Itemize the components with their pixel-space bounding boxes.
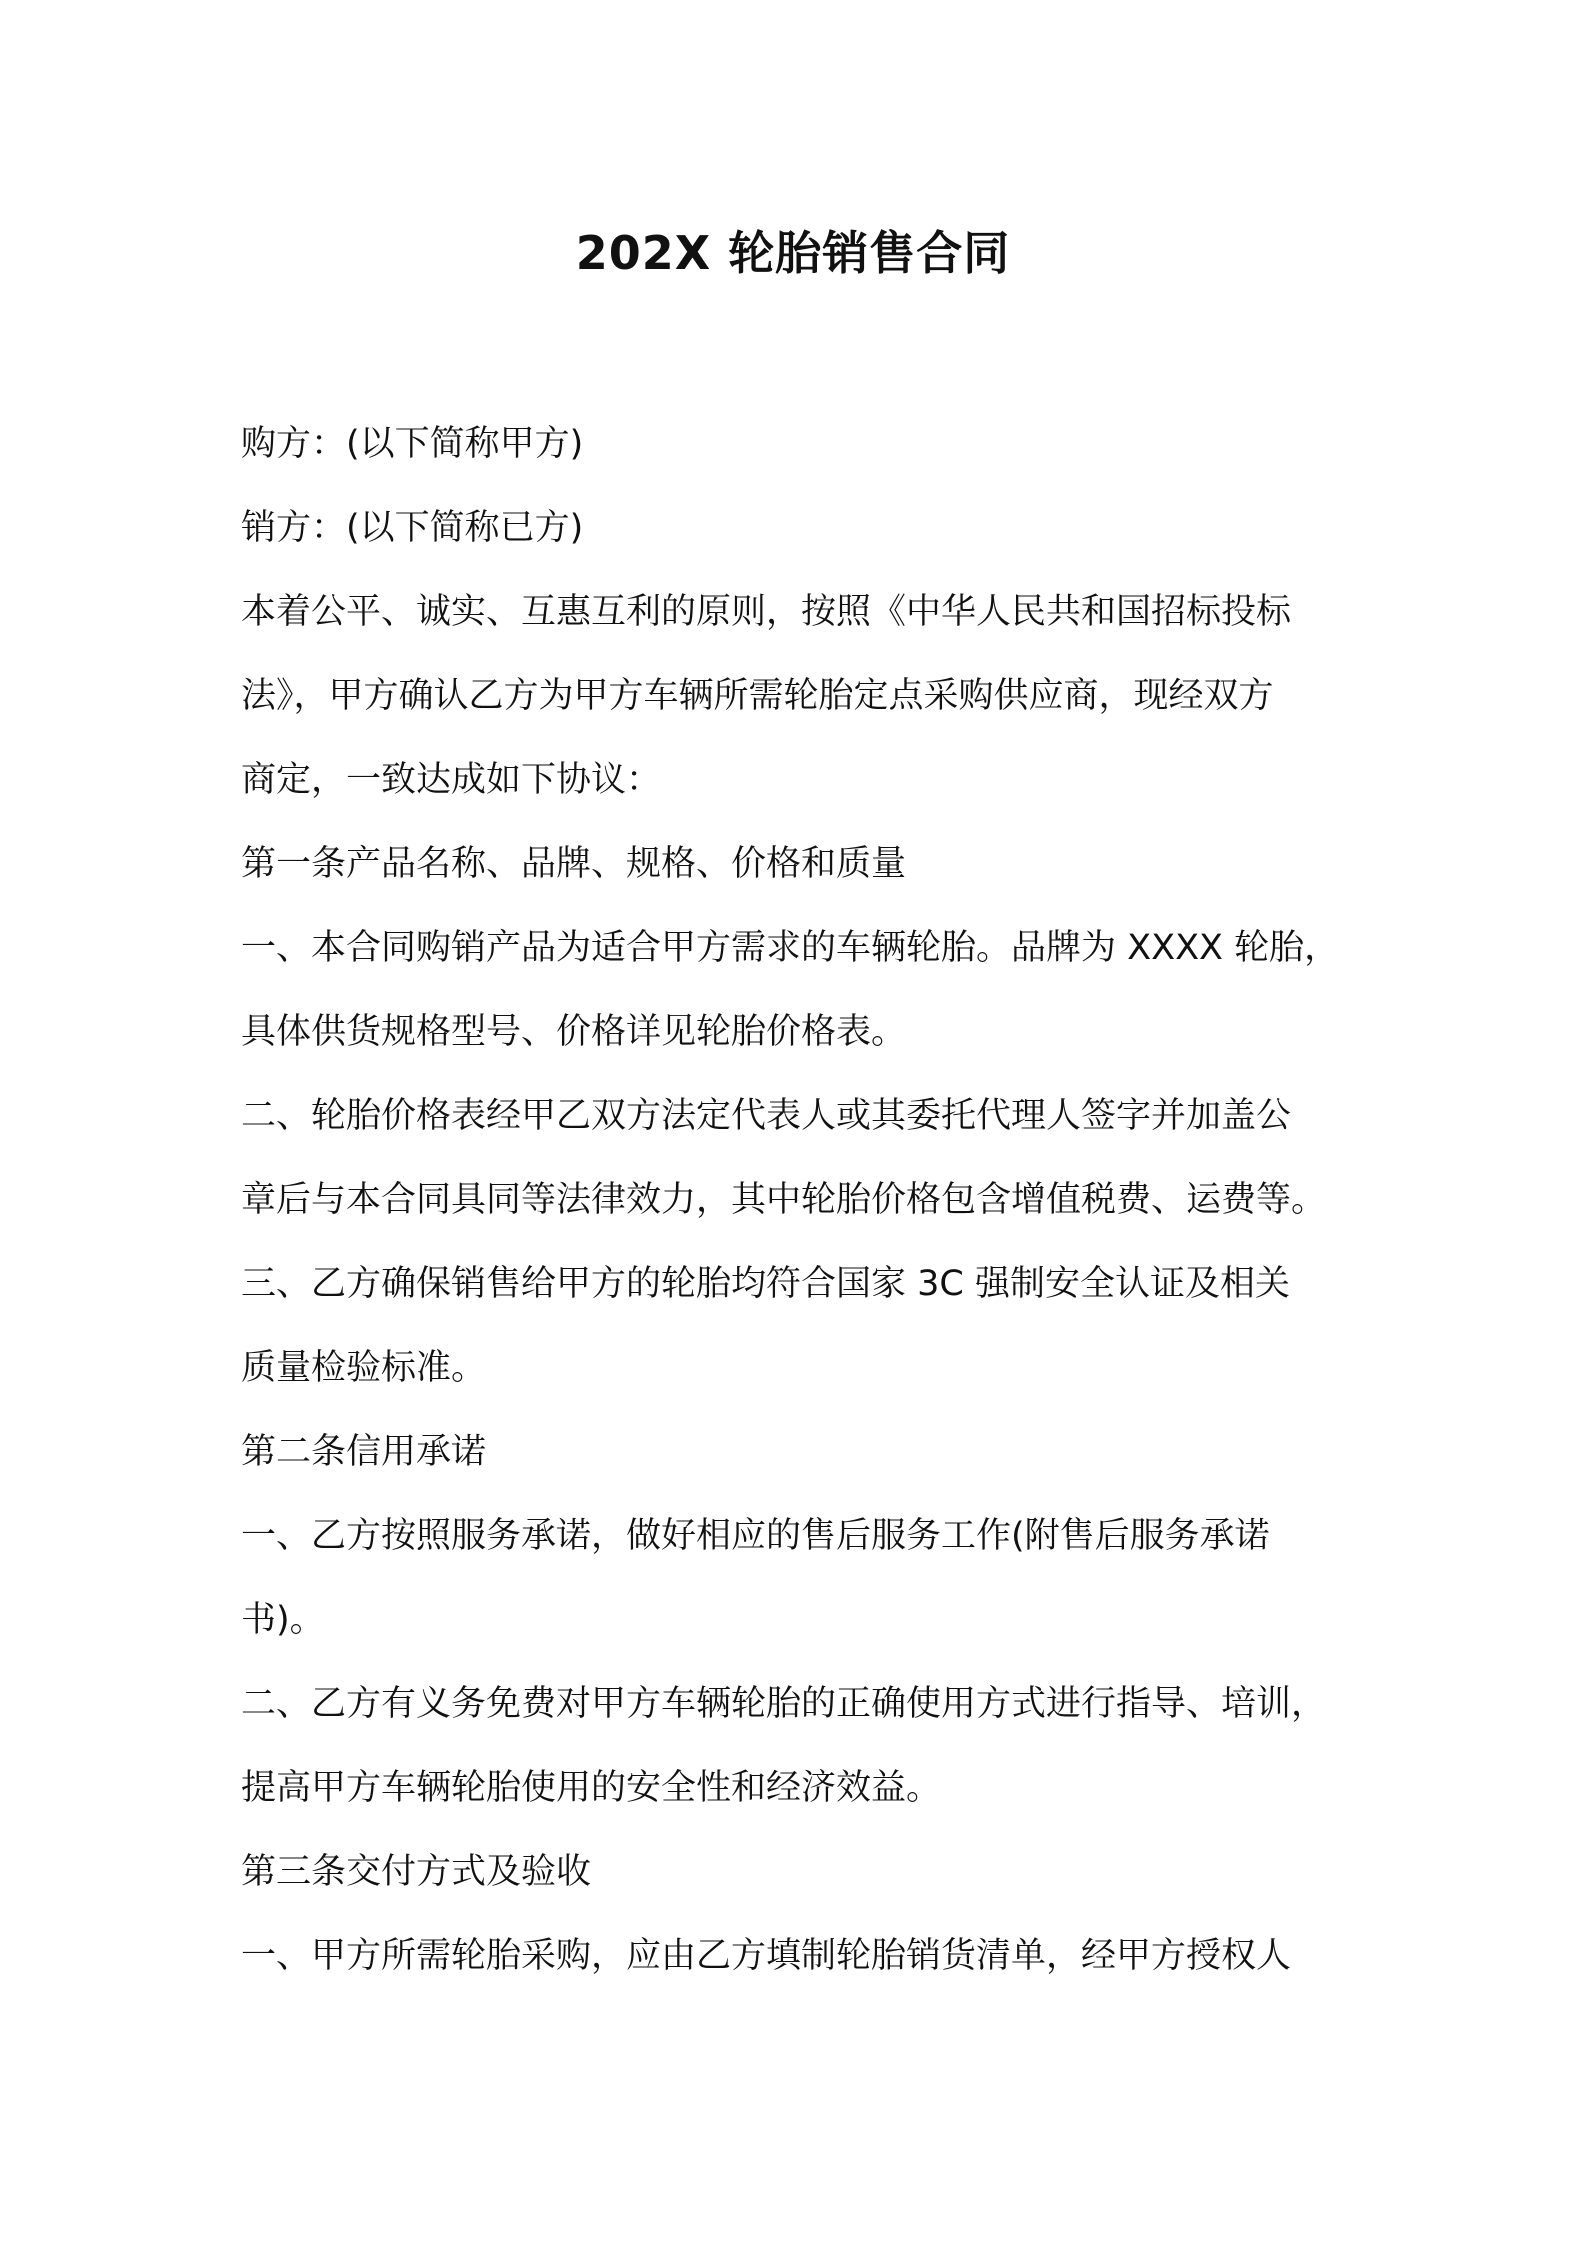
paragraph-line: 具体供货规格型号、价格详见轮胎价格表。 xyxy=(241,1012,907,1052)
document-body xyxy=(241,402,1356,1998)
seller-line: 销方：(以下简称已方) xyxy=(241,508,584,548)
paragraph-line: 二、轮胎价格表经甲乙双方法定代表人或其委托代理人签字并加盖公 xyxy=(241,1096,1292,1136)
buyer-line: 购方：(以下简称甲方) xyxy=(241,424,584,464)
paragraph-line: 提高甲方车辆轮胎使用的安全性和经济效益。 xyxy=(241,1768,942,1808)
paragraph-line: 一、本合同购销产品为适合甲方需求的车辆轮胎。品牌为 XXXX 轮胎， xyxy=(241,928,1340,968)
paragraph-line: 法》，甲方确认乙方为甲方车辆所需轮胎定点采购供应商，现经双方 xyxy=(241,676,1274,716)
paragraph-line: 质量检验标准。 xyxy=(241,1348,487,1388)
paragraph-line: 本着公平、诚实、互惠互利的原则，按照《中华人民共和国招标投标 xyxy=(241,592,1292,632)
paragraph-line: 三、乙方确保销售给甲方的轮胎均符合国家 3C 强制安全认证及相关 xyxy=(241,1264,1290,1304)
paragraph-line: 一、乙方按照服务承诺，做好相应的售后服务工作(附售后服务承诺 xyxy=(241,1516,1270,1556)
paragraph-line: 商定，一致达成如下协议： xyxy=(241,760,662,800)
article-heading: 第三条交付方式及验收 xyxy=(241,1852,592,1892)
paragraph-line: 二、乙方有义务免费对甲方车辆轮胎的正确使用方式进行指导、培训， xyxy=(241,1684,1327,1724)
paragraph-line: 书)。 xyxy=(241,1600,325,1640)
document-title: 202X 轮胎销售合同 xyxy=(575,226,1011,280)
paragraph-line: 一、甲方所需轮胎采购，应由乙方填制轮胎销货清单，经甲方授权人 xyxy=(241,1936,1292,1976)
article-heading: 第一条产品名称、品牌、规格、价格和质量 xyxy=(241,844,907,884)
paragraph-line: 章后与本合同具同等法律效力，其中轮胎价格包含增值税费、运费等。 xyxy=(241,1180,1327,1220)
article-heading: 第二条信用承诺 xyxy=(241,1432,487,1472)
